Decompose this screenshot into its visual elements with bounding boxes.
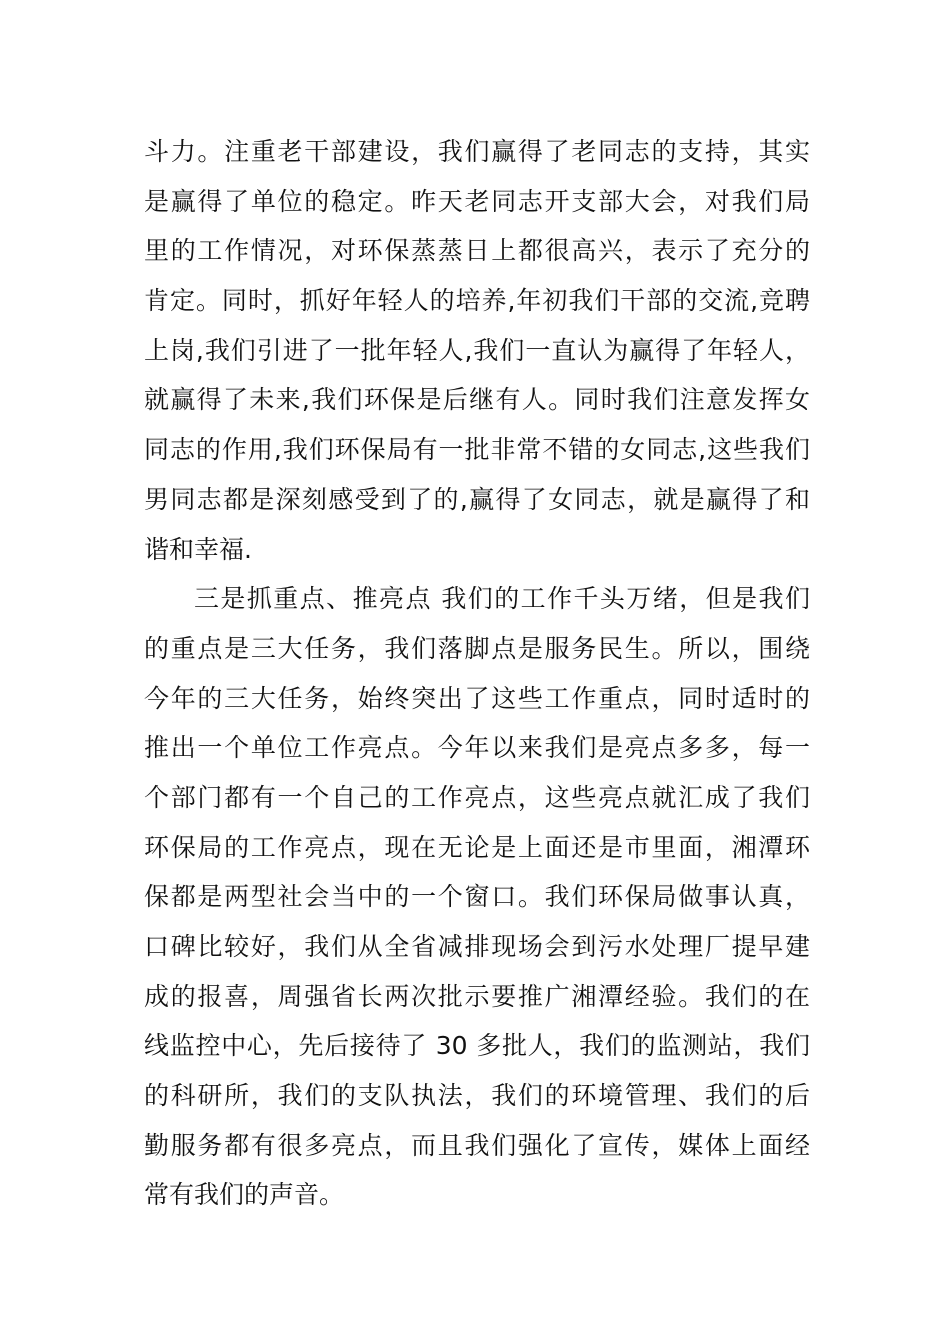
paragraph-line: 的科研所，我们的支队执法，我们的环境管理、我们的后 (144, 1081, 810, 1111)
paragraph-line: 推出一个单位工作亮点。今年以来我们是亮点多多，每一 (144, 733, 810, 763)
paragraph-line: 保都是两型社会当中的一个窗口。我们环保局做事认真， (144, 882, 810, 912)
paragraph-line: 上岗,我们引进了一批年轻人,我们一直认为赢得了年轻人， (144, 335, 810, 365)
paragraph-first-line: 三是抓重点、推亮点 我们的工作千头万绪，但是我们 (194, 584, 810, 614)
paragraph-line: 成的报喜，周强省长两次批示要推广湘潭经验。我们的在 (144, 981, 810, 1011)
paragraph-line: 斗力。注重老干部建设，我们赢得了老同志的支持，其实 (144, 137, 810, 166)
paragraph-line: 里的工作情况，对环保蒸蒸日上都很高兴，表示了充分的 (144, 236, 810, 266)
document-body (144, 127, 810, 1220)
paragraph-2 (144, 574, 810, 1220)
paragraph-line: 线监控中心，先后接待了 30 多批人，我们的监测站，我们 (144, 1031, 810, 1061)
paragraph-line: 男同志都是深刻感受到了的,赢得了女同志，就是赢得了和 (144, 484, 810, 514)
paragraph-line: 肯定。同时，抓好年轻人的培养,年初我们干部的交流,竞聘 (144, 286, 810, 316)
paragraph-line: 勤服务都有很多亮点，而且我们强化了宣传，媒体上面经 (144, 1130, 810, 1160)
paragraph-line: 今年的三大任务，始终突出了这些工作重点，同时适时的 (144, 683, 810, 713)
paragraph-line: 是赢得了单位的稳定。昨天老同志开支部大会，对我们局 (144, 186, 810, 216)
paragraph-line: 常有我们的声音。 (144, 1180, 345, 1210)
paragraph-line: 口碑比较好，我们从全省减排现场会到污水处理厂提早建 (144, 932, 810, 961)
paragraph-line: 的重点是三大任务，我们落脚点是服务民生。所以，围绕 (144, 633, 810, 663)
paragraph-line: 谐和幸福. (144, 534, 252, 564)
paragraph-1 (144, 127, 810, 574)
paragraph-line: 同志的作用,我们环保局有一批非常不错的女同志,这些我们 (144, 435, 810, 465)
paragraph-line: 环保局的工作亮点，现在无论是上面还是市里面，湘潭环 (144, 832, 810, 862)
paragraph-line: 个部门都有一个自己的工作亮点，这些亮点就汇成了我们 (144, 782, 810, 812)
paragraph-line: 就赢得了未来,我们环保是后继有人。同时我们注意发挥女 (144, 385, 810, 415)
